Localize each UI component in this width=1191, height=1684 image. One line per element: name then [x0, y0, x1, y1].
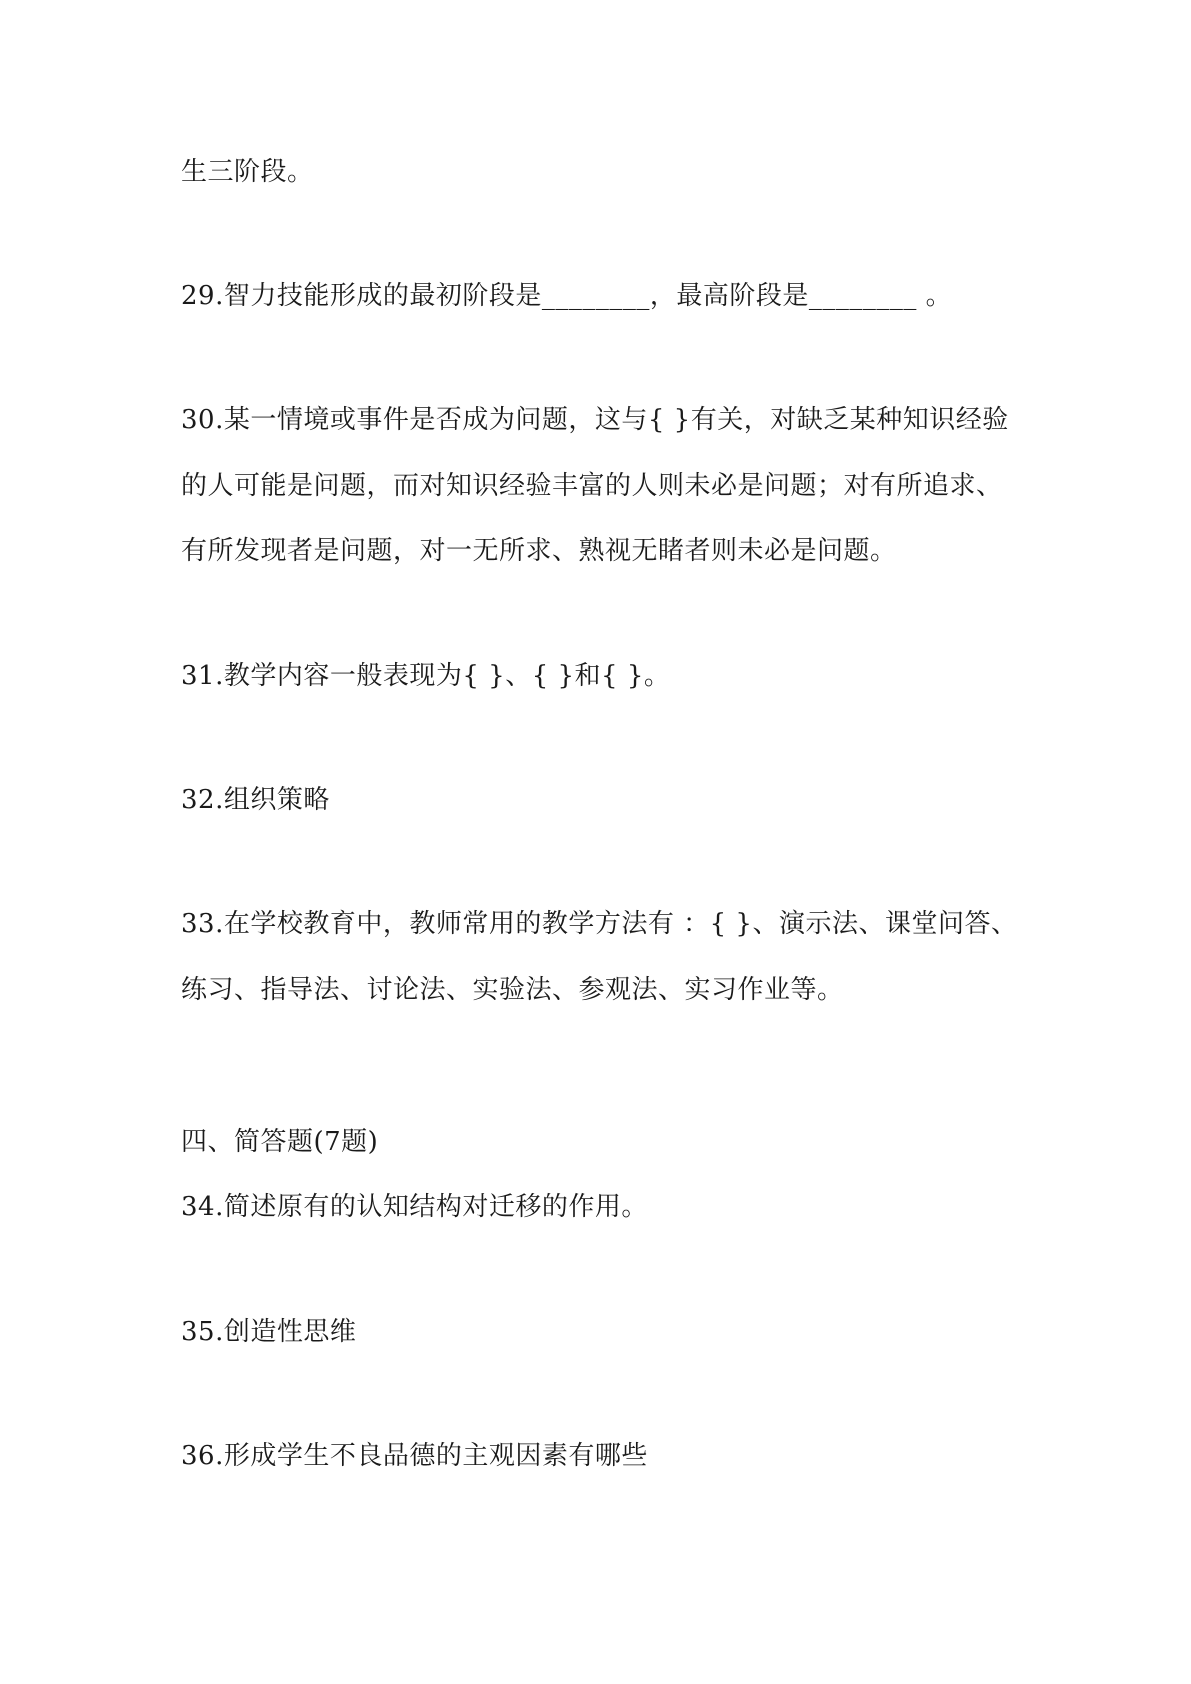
- question-34: 34.简述原有的认知结构对迁移的作用。: [181, 1192, 648, 1222]
- question-31: 31.教学内容一般表现为{ }、{ }和{ }。: [181, 661, 671, 691]
- question-36: 36.形成学生不良品德的主观因素有哪些: [181, 1441, 648, 1471]
- question-30-line-3: 有所发现者是问题，对一无所求、熟视无睹者则未必是问题。: [181, 536, 897, 566]
- question-29: 29.智力技能形成的最初阶段是________，最高阶段是________ 。: [181, 281, 953, 311]
- section-heading-short-answer: 四、简答题(7题): [181, 1127, 379, 1157]
- question-33-line-2: 练习、指导法、讨论法、实验法、参观法、实习作业等。: [181, 975, 844, 1005]
- question-30-line-1: 30.某一情境或事件是否成为问题，这与{ }有关，对缺乏某种知识经验: [181, 405, 1009, 435]
- question-30-line-2: 的人可能是问题，而对知识经验丰富的人则未必是问题；对有所追求、: [181, 471, 1003, 501]
- question-35: 35.创造性思维: [181, 1317, 357, 1347]
- text-line-continuation: 生三阶段。: [181, 157, 314, 187]
- question-32: 32.组织策略: [181, 785, 330, 815]
- question-33-line-1: 33.在学校教育中，教师常用的教学方法有 ：{ }、演示法、课堂问答、: [181, 909, 1018, 939]
